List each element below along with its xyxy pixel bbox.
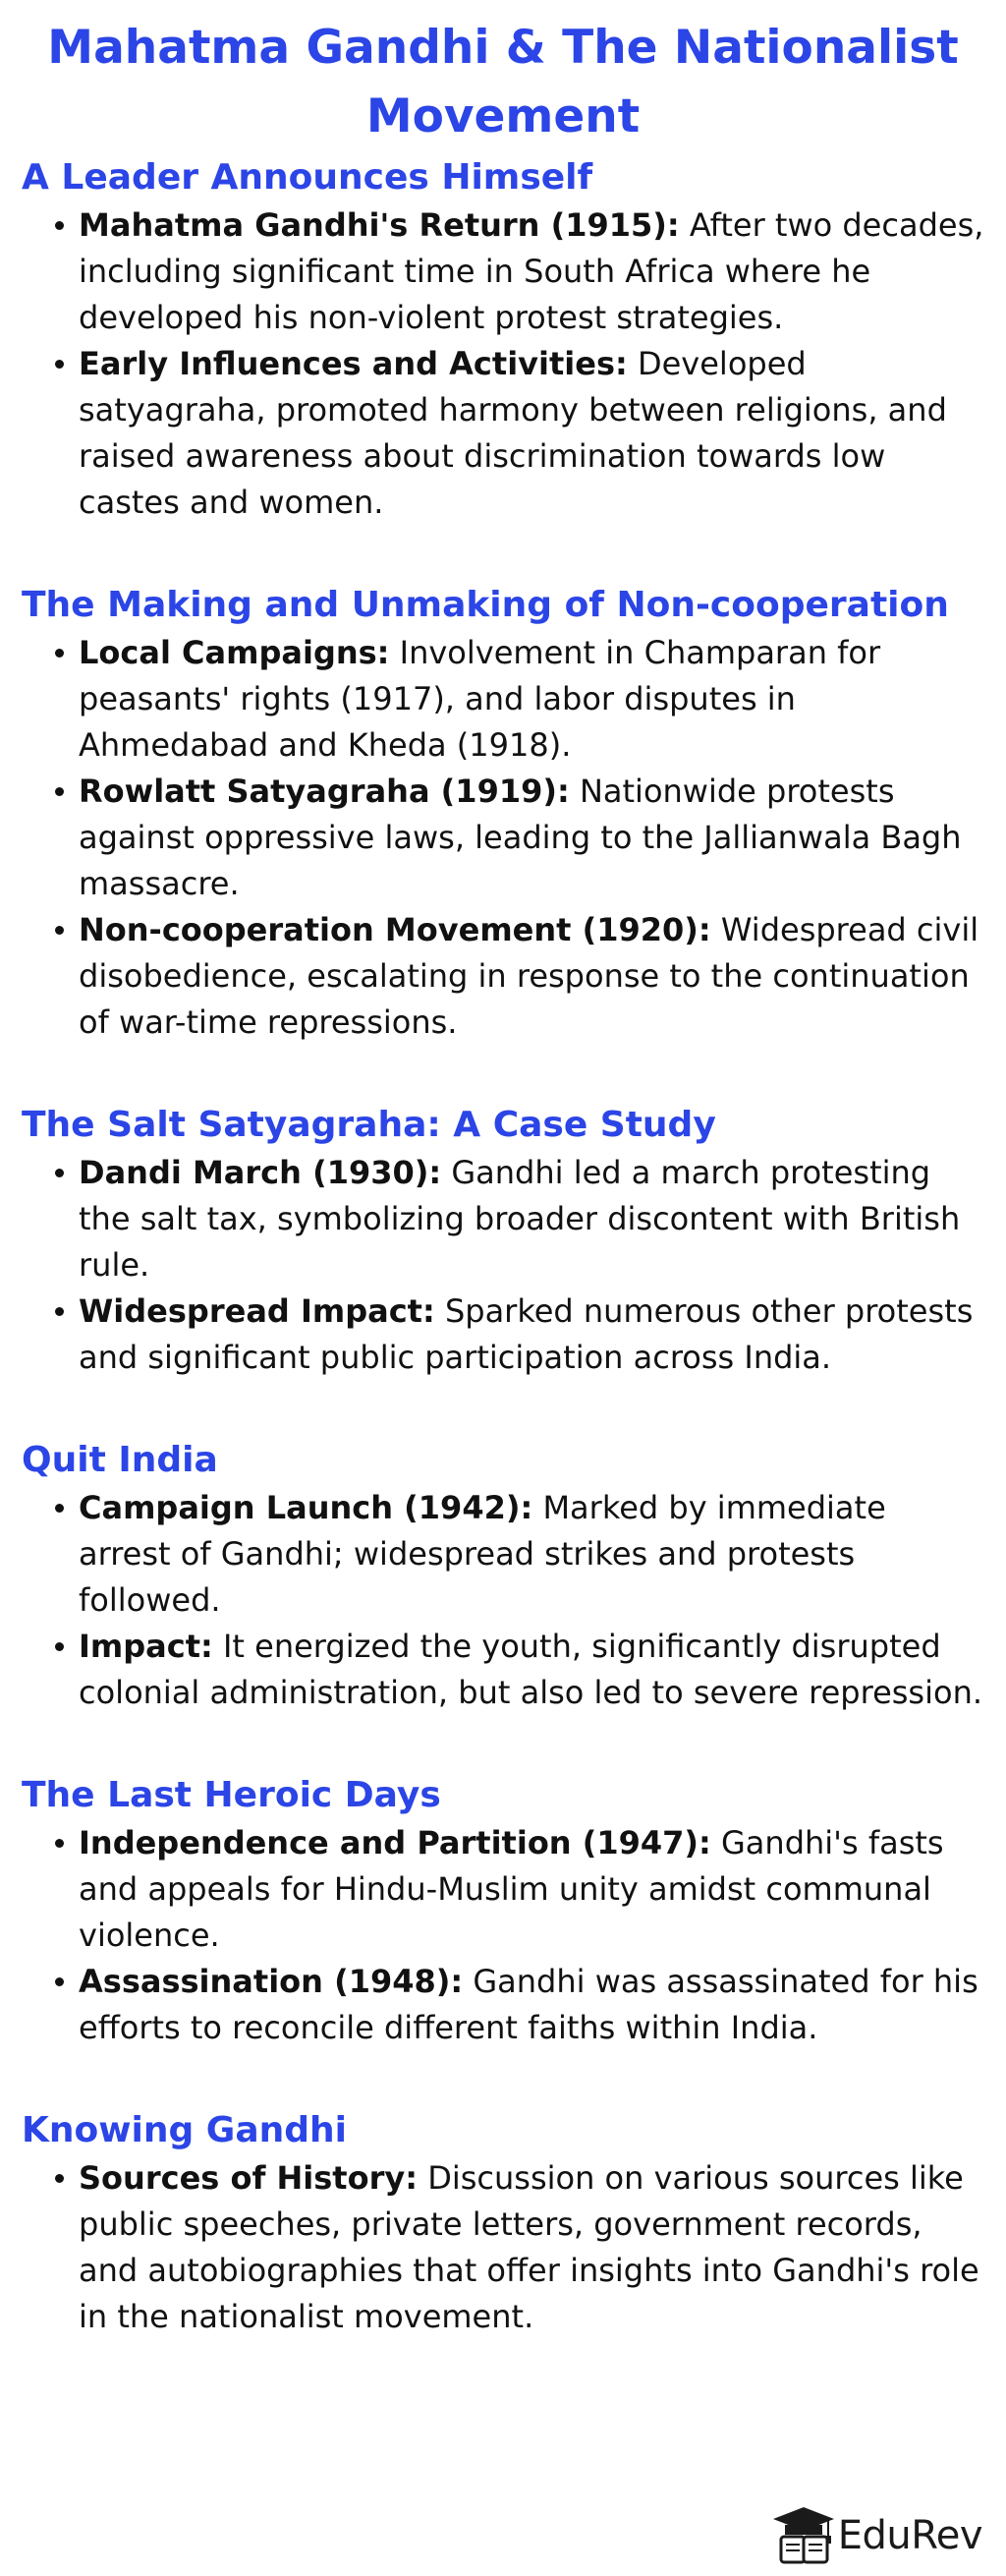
list-item — [79, 341, 984, 526]
item-term: Widespread Impact: — [79, 1292, 435, 1330]
section-quit-india — [22, 1436, 984, 1716]
list-item — [79, 1820, 984, 1959]
item-term: Mahatma Gandhi's Return (1915): — [79, 206, 680, 244]
bullet-list — [22, 2155, 984, 2340]
list-item — [79, 1288, 984, 1381]
item-term: Impact: — [79, 1628, 213, 1665]
bullet-list — [22, 1485, 984, 1716]
item-text: Discussion on various sources like public speeches, private letters, government records, and autobiographies that offer insights into Gandhi's role in the nationalist movement. — [79, 2159, 979, 2335]
item-text: Gandhi led a march protesting the salt tax, symbolizing broader discontent with British rule. — [79, 1154, 961, 1284]
item-text: Gandhi's fasts and appeals for Hindu-Muslim unity amidst communal violence. — [79, 1824, 944, 1954]
section-heading: Quit India — [22, 1440, 218, 1480]
bullet-list — [22, 630, 984, 1046]
section-leader-announces — [22, 153, 984, 526]
edurev-logo — [771, 2503, 982, 2568]
item-text: Sparked numerous other protests and significant public participation across India. — [79, 1292, 974, 1376]
list-item — [79, 2155, 984, 2340]
list-item — [79, 1150, 984, 1288]
item-text: Nationwide protests against oppressive laws, leading to the Jallianwala Bagh massacre. — [79, 773, 962, 902]
bullet-list — [22, 1150, 984, 1381]
item-term: Rowlatt Satyagraha (1919): — [79, 773, 570, 810]
item-text: Marked by immediate arrest of Gandhi; widespread strikes and protests followed. — [79, 1489, 886, 1619]
list-item — [79, 630, 984, 769]
list-item — [79, 769, 984, 907]
bullet-list — [22, 202, 984, 526]
item-text: Involvement in Champaran for peasants' rights (1917), and labor disputes in Ahmedabad and Kheda (1918). — [79, 634, 881, 764]
item-text: After two decades, including significant time in South Africa where he developed his non-violent protest strategies. — [79, 206, 984, 336]
item-term: Dandi March (1930): — [79, 1154, 442, 1191]
section-non-cooperation — [22, 581, 984, 1046]
page-title: Mahatma Gandhi & The Nationalist Movement — [47, 21, 959, 143]
item-term: Early Influences and Activities: — [79, 345, 628, 382]
section-heading: The Last Heroic Days — [22, 1775, 441, 1815]
item-text: Widespread civil disobedience, escalating in response to the continuation of war-time repressions. — [79, 911, 979, 1041]
section-salt-satyagraha — [22, 1101, 984, 1381]
section-last-heroic-days — [22, 1771, 984, 2051]
list-item — [79, 1485, 984, 1624]
item-text: Developed satyagraha, promoted harmony between religions, and raised awareness about discrimination towards low castes and women. — [79, 345, 947, 521]
item-term: Local Campaigns: — [79, 634, 390, 671]
list-item — [79, 907, 984, 1046]
item-term: Non-cooperation Movement (1920): — [79, 911, 711, 948]
section-knowing-gandhi — [22, 2106, 984, 2340]
item-term: Independence and Partition (1947): — [79, 1824, 711, 1861]
item-term: Assassination (1948): — [79, 1963, 464, 2000]
section-heading: A Leader Announces Himself — [22, 157, 593, 198]
list-item — [79, 1959, 984, 2051]
item-term: Sources of History: — [79, 2159, 419, 2197]
list-item — [79, 202, 984, 341]
item-term: Campaign Launch (1942): — [79, 1489, 533, 1526]
section-heading: The Salt Satyagraha: A Case Study — [22, 1105, 716, 1145]
graduation-cap-logo-icon — [771, 2503, 836, 2568]
bullet-list — [22, 1820, 984, 2051]
item-text: It energized the youth, significantly disrupted colonial administration, but also led to severe repression. — [79, 1628, 983, 1711]
brand-name: EduRev — [837, 2513, 982, 2558]
section-heading: The Making and Unmaking of Non-cooperation — [22, 585, 949, 625]
item-text: Gandhi was assassinated for his efforts to reconcile different faiths within India. — [79, 1963, 978, 2046]
list-item — [79, 1624, 984, 1716]
section-heading: Knowing Gandhi — [22, 2110, 347, 2150]
